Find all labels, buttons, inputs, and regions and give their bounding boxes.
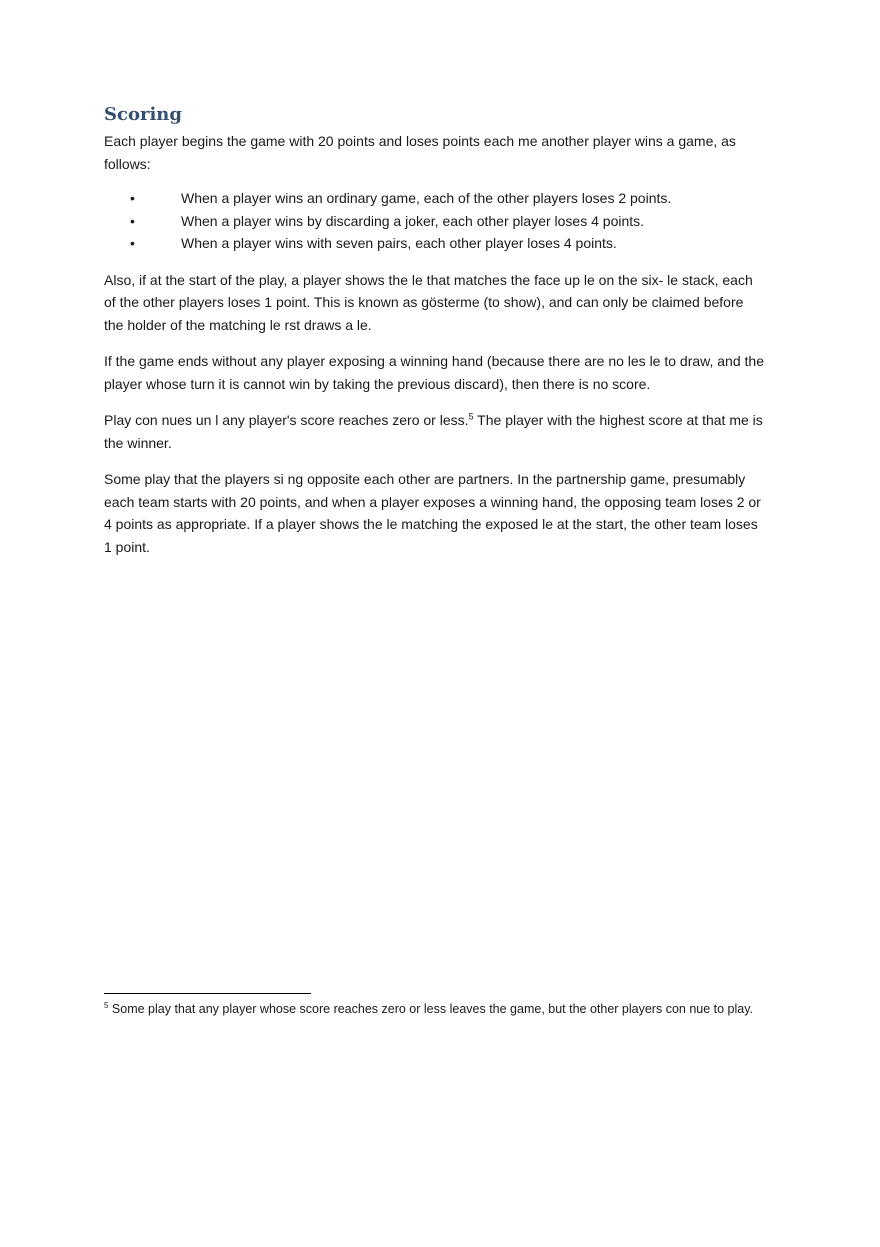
footnote bbox=[104, 1000, 766, 1018]
list-item-text: When a player wins by discarding a joker, each other player loses 4 points. bbox=[181, 212, 645, 229]
footnote-number: 5 bbox=[104, 1000, 109, 1010]
list-item-text: When a player wins with seven pairs, each other player loses 4 points. bbox=[181, 235, 617, 251]
footnote-separator bbox=[104, 993, 311, 994]
bullet-icon: • bbox=[130, 190, 135, 206]
page-content bbox=[104, 104, 766, 572]
scoring-rules-list bbox=[104, 187, 766, 255]
no-score-paragraph: If the game ends without any player exposing a winning hand (because there are no les le to draw, and the player whose turn it is cannot win by taking the previous discard), then there is no score. bbox=[104, 353, 764, 392]
bullet-icon: • bbox=[130, 235, 135, 251]
continue-text-start: Play con nues un l any player's score reaches zero or less. bbox=[104, 412, 469, 428]
list-item-text: When a player wins an ordinary game, each of the other players loses 2 points. bbox=[181, 190, 672, 206]
continue-paragraph bbox=[104, 409, 766, 454]
continue-text-end: The player with the highest score at that me is the winner. bbox=[104, 412, 763, 451]
intro-paragraph: Each player begins the game with 20 points and loses points each me another player wins a game, as follows: bbox=[104, 133, 736, 172]
list-item bbox=[104, 187, 766, 210]
section-heading: Scoring bbox=[104, 104, 182, 125]
gosterme-paragraph: Also, if at the start of the play, a player shows the le that matches the face up le on the six- le stack, each of the other players loses 1 point. This is known as gösterme (to show), and can only be claimed before the holder of the matching le rst draws a le. bbox=[104, 271, 753, 333]
footnote-text: Some play that any player whose score reaches zero or less leaves the game, but the other players con nue to play. bbox=[108, 1002, 754, 1016]
footnote-reference: 5 bbox=[468, 411, 474, 422]
bullet-icon: • bbox=[130, 212, 135, 229]
partnership-paragraph: Some play that the players si ng opposite each other are partners. In the partnership game, presumably each team starts with 20 points, and when a player exposes a winning hand, the opposing team loses 2 or 4 points as appropriate. If a player shows the le matching the exposed le at the start, the other team loses 1 point. bbox=[104, 471, 761, 555]
list-item bbox=[104, 210, 766, 233]
list-item bbox=[104, 232, 766, 255]
